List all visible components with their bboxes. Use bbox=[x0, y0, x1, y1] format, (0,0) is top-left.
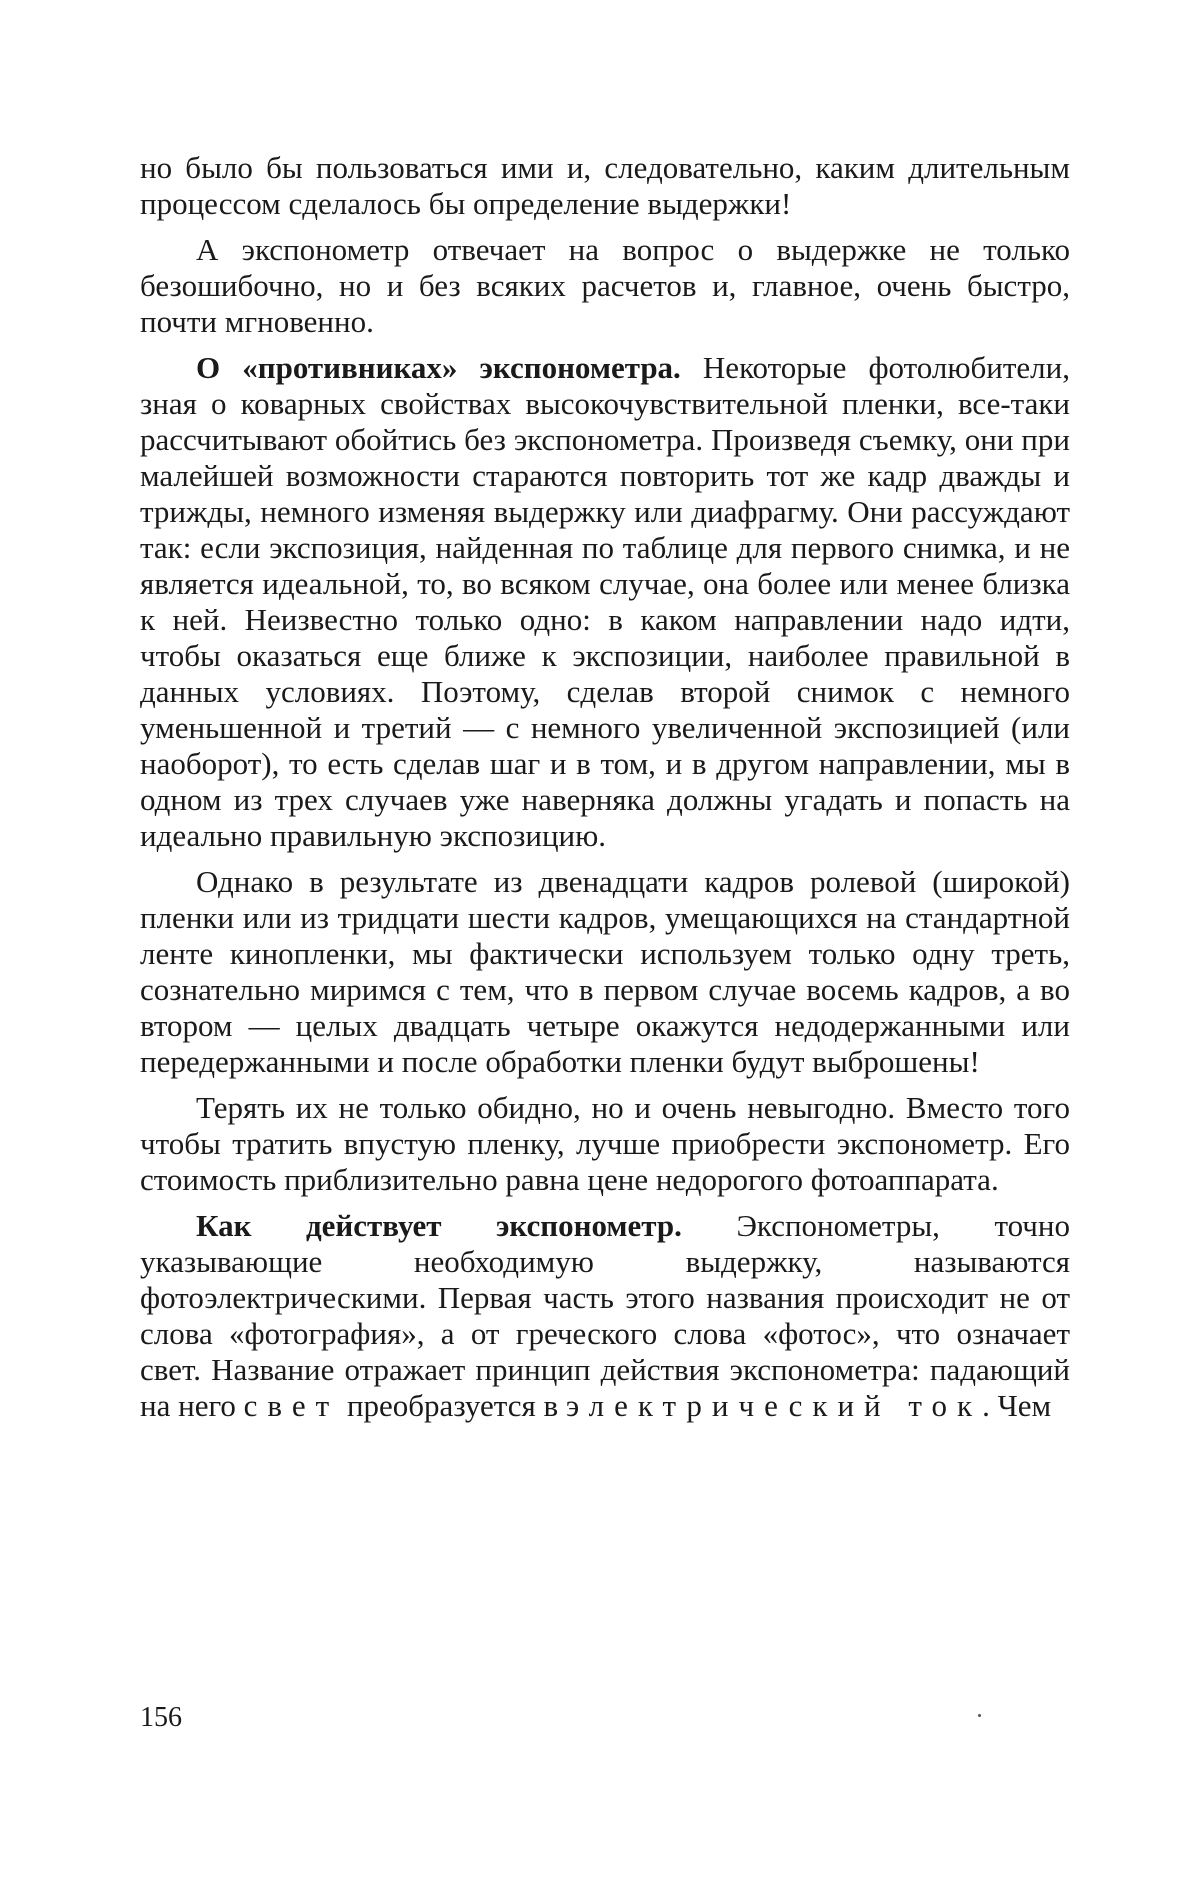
paragraph: А экспонометр отвечает на вопрос о выдержке не только безошибочно, но и без всяких расчетов и, главное, очень быстро, почти мгновенно. bbox=[140, 232, 1070, 339]
section-heading-how-it-works: Как действует экспонометр. bbox=[196, 1208, 682, 1243]
paragraph-how-it-works bbox=[140, 1208, 1070, 1424]
paragraph-continuation: но было бы пользоваться ими и, следовательно, каким длительным процессом сделалось бы определение выдержки! bbox=[140, 150, 1070, 221]
paragraph-opponents bbox=[140, 350, 1070, 854]
paragraph-body: . Чем bbox=[982, 1388, 1052, 1423]
print-speck bbox=[978, 1714, 981, 1717]
section-heading-opponents: О «противниках» экспонометра. bbox=[196, 350, 681, 385]
paragraph: Терять их не только обидно, но и очень невыгодно. Вместо того чтобы тратить впустую пленку, лучше приобрести экспонометр. Его стоимость приблизительно равна цене недорогого фотоаппарата. bbox=[140, 1090, 1070, 1197]
page-text bbox=[140, 150, 1070, 1424]
paragraph: Однако в результате из двенадцати кадров ролевой (широкой) пленки или из тридцати шести кадров, умещающихся на стандартной ленте кинопленки, мы фактически используем только одну треть, сознательно миримся с тем, что в первом случае восемь кадров, а во втором — целых двадцать четыре окажутся недодержанными или передержанными и после обработки пленки будут выброшены! bbox=[140, 864, 1070, 1079]
emphasis-spaced: свет bbox=[243, 1388, 340, 1423]
paragraph-body: преобразуется в bbox=[339, 1388, 566, 1423]
paragraph-body: Экспонометры, точно указывающие необходимую выдержку, называются фотоэлектрическими. Первая часть этого названия происходит не от слова «фотография», а от греческого слова «фотос», что означает свет. Название отражает принцип действия экспонометра: падающий на него bbox=[140, 1208, 1070, 1423]
paragraph-body: Некоторые фотолюбители, зная о коварных свойствах высокочувствительной пленки, все-таки рассчитывают обойтись без экспонометра. Произведя съемку, они при малейшей возможности стараются повторить тот же кадр дважды и трижды, немного изменяя выдержку или диафрагму. Они рассуждают так: если экспозиция, найденная по таблице для первого снимка, и не является идеальной, то, во всяком случае, она более или менее близка к ней. Неизвестно только одно: в каком направлении надо идти, чтобы оказаться еще ближе к экспозиции, наиболее правильной в данных условиях. Поэтому, сделав второй снимок с немного уменьшенной и третий — с немного увеличенной экспозицией (или наоборот), то есть сделав шаг и в том, и в другом направлении, мы в одном из трех случаев уже наверняка должны угадать и попасть на идеально правильную экспозицию. bbox=[140, 350, 1070, 853]
page-number: 156 bbox=[140, 1702, 182, 1733]
emphasis-spaced: электрический ток bbox=[565, 1388, 983, 1423]
